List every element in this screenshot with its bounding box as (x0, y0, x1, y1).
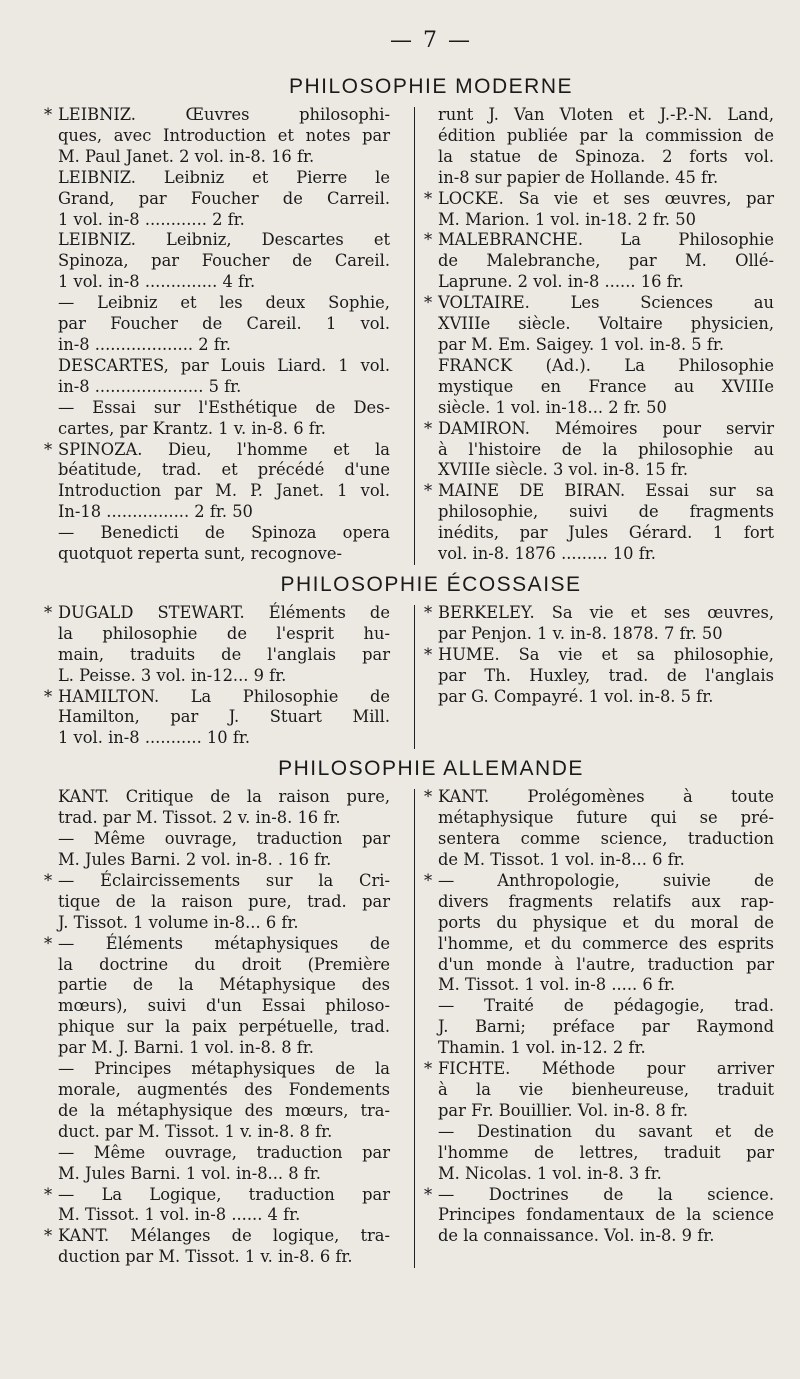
entry-text: la statue de Spinoza. 2 forts vol. (438, 146, 774, 166)
entry-line (438, 460, 774, 481)
entry-text: — Doctrines de la science. (438, 1184, 774, 1204)
entry-text: quotquot reperta sunt, recognove- (58, 544, 342, 564)
entry-line (58, 787, 390, 808)
entry-line (424, 230, 774, 251)
entry-line (58, 1164, 390, 1185)
entry-text: — Leibniz et les deux Sophie, (58, 293, 390, 313)
entry-line (58, 210, 390, 231)
entry-line (58, 645, 390, 666)
entry-text: métaphysique future qui se pré- (438, 808, 774, 828)
entry-line (424, 293, 774, 314)
entry-line (438, 1164, 774, 1185)
entry-text: M. Nicolas. 1 vol. in-8. 3 fr. (438, 1163, 662, 1183)
entry-text: — La Logique, traduction par (58, 1184, 390, 1204)
entry-line (58, 293, 390, 314)
entry-text: ques, avec Introduction et notes par (58, 125, 390, 145)
entry-line (58, 377, 390, 398)
entry-line (58, 728, 390, 749)
entry-text: partie de la Métaphysique des (58, 975, 390, 995)
entry-text: duction par M. Tissot. 1 v. in-8. 6 fr. (58, 1247, 353, 1267)
entry-line (44, 686, 390, 708)
entry-line (424, 787, 774, 808)
asterisk-marker: * (44, 602, 53, 622)
entry-text: M. Paul Janet. 2 vol. in-8. 16 fr. (58, 146, 315, 166)
entry-line (58, 1059, 390, 1080)
entry-line (438, 544, 774, 565)
entry-line (58, 523, 390, 544)
entry-line (438, 913, 774, 934)
catalog-entry (58, 1059, 390, 1143)
entry-text: par M. Em. Saigey. 1 vol. in-8. 5 fr. (438, 334, 725, 354)
catalog-entry (424, 1184, 774, 1248)
entry-text: de la connaissance. Vol. in-8. 9 fr. (438, 1226, 715, 1246)
entry-line (438, 335, 774, 356)
entry-line (438, 251, 774, 272)
right-column (424, 787, 774, 1268)
entry-line (58, 892, 390, 913)
column-divider (414, 789, 415, 1268)
catalog-entry (44, 933, 390, 1059)
entry-text: l'homme de lettres, traduit par (438, 1142, 774, 1162)
entry-line (438, 1122, 774, 1143)
entry-line (58, 356, 390, 377)
catalog-entry (44, 439, 390, 524)
entry-text: — Traité de pédagogie, trad. (438, 996, 774, 1016)
entry-text: M. Marion. 1 vol. in-18. 2 fr. 50 (438, 209, 697, 229)
asterisk-marker: * (44, 933, 53, 953)
catalog-entry (58, 523, 390, 565)
entry-text: MALEBRANCHE. La Philosophie (438, 230, 774, 250)
section-title: PHILOSOPHIE MODERNE (288, 75, 574, 98)
entry-text: M. Jules Barni. 2 vol. in-8. . 16 fr. (58, 850, 332, 869)
catalog-entry (44, 1226, 390, 1268)
entry-line (58, 398, 390, 419)
entry-line (438, 666, 774, 687)
catalog-entry (58, 230, 390, 293)
entry-text: édition publiée par la commission de (438, 125, 774, 145)
entry-text: — Benedicti de Spinoza opera (58, 523, 390, 543)
entry-text: MAINE DE BIRAN. Essai sur sa (438, 481, 774, 501)
entry-line (58, 1122, 390, 1143)
entry-line (58, 419, 390, 440)
asterisk-marker: * (424, 602, 433, 622)
entry-text: la philosophie de l'esprit hu- (58, 623, 390, 643)
entry-line (438, 850, 774, 871)
asterisk-marker: * (424, 1184, 433, 1204)
entry-text: mœurs), suivi d'un Essai philoso- (58, 996, 390, 1016)
entry-line (424, 602, 774, 624)
entry-line (424, 644, 774, 666)
entry-text: BERKELEY. Sa vie et ses œuvres, (438, 602, 774, 622)
entry-text: 1 vol. in-8 ........... 10 fr. (58, 728, 251, 748)
entry-text: — Même ouvrage, traduction par (58, 829, 390, 849)
entry-line (438, 624, 774, 645)
entry-line (424, 418, 774, 440)
entry-line (424, 1059, 774, 1080)
entry-line (424, 188, 774, 210)
entry-text: main, traduits de l'anglais par (58, 644, 390, 664)
entry-text: Introduction par M. P. Janet. 1 vol. (58, 481, 390, 501)
catalog-entry (58, 168, 390, 231)
entry-text: par Penjon. 1 v. in-8. 1878. 7 fr. 50 (438, 623, 723, 643)
entry-text: à l'histoire de la philosophie au (438, 439, 774, 459)
entry-line (58, 251, 390, 272)
catalog-entry (44, 602, 390, 687)
catalog-entry (424, 870, 774, 996)
entry-text: — Essai sur l'Esthétique de Des- (58, 397, 390, 417)
entry-text: Hamilton, par J. Stuart Mill. (58, 707, 390, 727)
entry-text: 1 vol. in-8 ............ 2 fr. (58, 209, 245, 229)
entry-line (438, 168, 774, 189)
entry-text: philosophie, suivi de fragments (438, 502, 774, 522)
section-title: PHILOSOPHIE ÉCOSSAISE (280, 572, 582, 596)
entry-line (438, 687, 774, 708)
entry-text: cartes, par Krantz. 1 v. in-8. 6 fr. (58, 418, 326, 438)
entry-text: siècle. 1 vol. in-18... 2 fr. 50 (438, 397, 667, 417)
entry-line (58, 1205, 390, 1226)
entry-text: runt J. Van Vloten et J.-P.-N. Land, (438, 105, 774, 124)
asterisk-marker: * (424, 188, 433, 208)
entry-text: 1 vol. in-8 .............. 4 fr. (58, 272, 256, 292)
asterisk-marker: * (44, 686, 53, 706)
entry-line (58, 850, 390, 871)
catalog-entry (438, 105, 774, 189)
entry-text: par M. J. Barni. 1 vol. in-8. 8 fr. (58, 1038, 314, 1058)
entry-text: in-8 ................... 2 fr. (58, 334, 231, 354)
entry-line (438, 996, 774, 1017)
entry-line (438, 502, 774, 523)
catalog-entry (44, 105, 390, 168)
entry-line (44, 870, 390, 892)
entry-text: — Éclaircissements sur la Cri- (58, 870, 390, 890)
catalog-entry (424, 787, 774, 871)
entry-line (438, 147, 774, 168)
sections-container (44, 75, 774, 1268)
entry-text: LOCKE. Sa vie et ses œuvres, par (438, 188, 774, 208)
entry-line (438, 1143, 774, 1164)
right-column (424, 602, 774, 749)
two-column-listing (44, 787, 774, 1268)
entry-line (438, 314, 774, 335)
catalog-entry (58, 787, 390, 829)
asterisk-marker: * (424, 870, 433, 890)
catalog-entry (44, 1184, 390, 1227)
entry-line (438, 356, 774, 377)
entry-line (58, 913, 390, 934)
entry-text: J. Barni; préface par Raymond (438, 1017, 774, 1037)
entry-line (58, 1101, 390, 1122)
entry-text: FICHTE. Méthode pour arriver (438, 1059, 774, 1079)
entry-text: de Malebranche, par M. Ollé- (438, 251, 774, 271)
entry-line (58, 707, 390, 728)
entry-text: Spinoza, par Foucher de Careil. (58, 251, 390, 271)
entry-text: KANT. Prolégomènes à toute (438, 787, 774, 807)
catalog-entry (44, 870, 390, 934)
catalog-entry (58, 829, 390, 871)
entry-line (438, 126, 774, 147)
entry-text: divers fragments relatifs aux rap- (438, 891, 774, 911)
entry-line (438, 377, 774, 398)
entry-text: L. Peisse. 3 vol. in-12... 9 fr. (58, 665, 287, 685)
catalog-entry (424, 1059, 774, 1122)
entry-text: la doctrine du droit (Première (58, 954, 390, 974)
entry-line (58, 666, 390, 687)
entry-line (58, 502, 390, 523)
entry-line (58, 272, 390, 293)
entry-text: — Principes métaphysiques de la (58, 1059, 390, 1079)
entry-line (438, 892, 774, 913)
entry-text: sentera comme science, traduction (438, 829, 774, 849)
entry-text: de M. Tissot. 1 vol. in-8... 6 fr. (438, 850, 685, 869)
catalog-entry (438, 996, 774, 1059)
entry-line (58, 314, 390, 335)
entry-text: duct. par M. Tissot. 1 v. in-8. 8 fr. (58, 1121, 333, 1141)
entry-text: trad. par M. Tissot. 2 v. in-8. 16 fr. (58, 808, 341, 828)
entry-line (438, 934, 774, 955)
right-column (424, 105, 774, 565)
entry-text: LEIBNIZ. Leibniz, Descartes et (58, 230, 390, 250)
entry-line (438, 398, 774, 419)
entry-text: Grand, par Foucher de Carreil. (58, 188, 390, 208)
entry-text: morale, augmentés des Fondements (58, 1079, 390, 1099)
entry-text: KANT. Critique de la raison pure, (58, 787, 390, 807)
entry-text: Thamin. 1 vol. in-12. 2 fr. (438, 1038, 646, 1058)
entry-line (58, 544, 390, 565)
catalog-entry (424, 418, 774, 482)
catalog-entry (58, 356, 390, 398)
entry-line (438, 1101, 774, 1122)
catalog-entry (424, 481, 774, 565)
entry-line (58, 1017, 390, 1038)
entry-text: FRANCK (Ad.). La Philosophie (438, 355, 774, 375)
entry-text: VOLTAIRE. Les Sciences au (438, 293, 774, 313)
entry-line (438, 105, 774, 126)
entry-line (438, 523, 774, 544)
entry-line (424, 1184, 774, 1206)
left-column (44, 105, 390, 565)
two-column-listing (44, 602, 774, 749)
left-column (44, 787, 390, 1268)
catalog-entry (424, 230, 774, 293)
entry-text: vol. in-8. 1876 ......... 10 fr. (438, 544, 656, 564)
left-column (44, 602, 390, 749)
entry-line (58, 189, 390, 210)
entry-line (44, 439, 390, 461)
catalog-entry (424, 188, 774, 231)
entry-line (58, 168, 390, 189)
entry-text: M. Tissot. 1 vol. in-8 ...... 4 fr. (58, 1205, 301, 1225)
entry-text: LEIBNIZ. Œuvres philosophi- (58, 105, 390, 124)
entry-text: — Destination du savant et de (438, 1121, 774, 1141)
entry-text: phique sur la paix perpétuelle, trad. (58, 1017, 390, 1037)
section-title: PHILOSOPHIE ALLEMANDE (278, 757, 584, 781)
entry-line (438, 829, 774, 850)
entry-line (58, 955, 390, 976)
entry-line (438, 1205, 774, 1226)
entry-line (44, 1226, 390, 1247)
entry-text: par G. Compayré. 1 vol. in-8. 5 fr. (438, 686, 714, 706)
entry-line (438, 440, 774, 461)
asterisk-marker: * (44, 1226, 53, 1246)
asterisk-marker: * (424, 644, 433, 664)
entry-text: DUGALD STEWART. Éléments de (58, 602, 390, 622)
entry-line (44, 933, 390, 955)
entry-text: XVIIIe siècle. Voltaire physicien, (438, 314, 774, 334)
catalog-entry (44, 686, 390, 750)
entry-line (44, 105, 390, 126)
entry-line (438, 1080, 774, 1101)
column-divider (414, 605, 415, 749)
catalog-entry (438, 1122, 774, 1185)
entry-line (58, 1143, 390, 1164)
entry-text: M. Tissot. 1 vol. in-8 ..... 6 fr. (438, 975, 676, 995)
entry-text: béatitude, trad. et précédé d'une (58, 460, 390, 480)
entry-line (58, 335, 390, 356)
asterisk-marker: * (424, 1059, 433, 1079)
entry-text: par Th. Huxley, trad. de l'anglais (438, 665, 774, 685)
entry-line (58, 147, 390, 168)
asterisk-marker: * (44, 1184, 53, 1204)
entry-text: à la vie bienheureuse, traduit (438, 1079, 774, 1099)
entry-line (58, 975, 390, 996)
catalog-entry (424, 602, 774, 645)
entry-text: HUME. Sa vie et sa philosophie, (438, 644, 774, 664)
entry-text: ports du physique et du moral de (438, 912, 774, 932)
entry-text: DESCARTES, par Louis Liard. 1 vol. (58, 355, 390, 375)
catalog-entry (438, 356, 774, 419)
catalog-entry (424, 644, 774, 708)
entry-text: HAMILTON. La Philosophie de (58, 686, 390, 706)
entry-text: par Foucher de Careil. 1 vol. (58, 314, 390, 334)
entry-line (58, 996, 390, 1017)
entry-text: M. Jules Barni. 1 vol. in-8... 8 fr. (58, 1163, 321, 1183)
entry-text: in-8 sur papier de Hollande. 45 fr. (438, 167, 719, 187)
catalog-entry (58, 293, 390, 356)
asterisk-marker: * (44, 105, 53, 124)
entry-line (58, 1038, 390, 1059)
entry-line (424, 481, 774, 502)
entry-line (58, 126, 390, 147)
entry-line (58, 230, 390, 251)
entry-text: LEIBNIZ. Leibniz et Pierre le (58, 167, 390, 187)
entry-line (58, 460, 390, 481)
entry-text: in-8 ..................... 5 fr. (58, 376, 242, 396)
entry-line (438, 210, 774, 231)
entry-line (44, 1184, 390, 1206)
entry-text: In-18 ................ 2 fr. 50 (58, 502, 253, 522)
entry-line (58, 829, 390, 850)
entry-text: XVIIIe siècle. 3 vol. in-8. 15 fr. (438, 460, 689, 480)
entry-text: Principes fondamentaux de la science (438, 1205, 774, 1225)
catalog-entry (424, 293, 774, 356)
asterisk-marker: * (424, 787, 433, 807)
entry-line (438, 955, 774, 976)
entry-line (44, 602, 390, 624)
asterisk-marker: * (44, 439, 53, 459)
entry-line (438, 1017, 774, 1038)
asterisk-marker: * (424, 418, 433, 438)
entry-line (58, 808, 390, 829)
entry-line (438, 1038, 774, 1059)
entry-text: SPINOZA. Dieu, l'homme et la (58, 439, 390, 459)
entry-text: tique de la raison pure, trad. par (58, 891, 390, 911)
asterisk-marker: * (424, 293, 433, 313)
entry-line (424, 870, 774, 892)
entry-text: d'un monde à l'autre, traduction par (438, 954, 774, 974)
entry-line (58, 1247, 390, 1268)
entry-text: mystique en France au XVIIIe (438, 376, 774, 396)
asterisk-marker: * (44, 870, 53, 890)
catalog-entry (58, 398, 390, 440)
entry-text: — Même ouvrage, traduction par (58, 1142, 390, 1162)
column-divider (414, 107, 415, 565)
asterisk-marker: * (424, 230, 433, 250)
entry-text: Laprune. 2 vol. in-8 ...... 16 fr. (438, 272, 684, 292)
entry-text: J. Tissot. 1 volume in-8... 6 fr. (58, 912, 299, 932)
catalog-entry (58, 1143, 390, 1185)
entry-line (438, 808, 774, 829)
entry-text: par Fr. Bouillier. Vol. in-8. 8 fr. (438, 1100, 689, 1120)
entry-line (58, 1080, 390, 1101)
entry-text: inédits, par Jules Gérard. 1 fort (438, 523, 774, 543)
entry-text: — Éléments métaphysiques de (58, 933, 390, 953)
entry-line (438, 975, 774, 996)
entry-text: — Anthropologie, suivie de (438, 870, 774, 890)
entry-text: DAMIRON. Mémoires pour servir (438, 418, 774, 438)
asterisk-marker: * (424, 481, 433, 501)
entry-line (58, 624, 390, 645)
entry-text: de la métaphysique des mœurs, tra- (58, 1100, 390, 1120)
two-column-listing (44, 105, 774, 565)
entry-line (438, 1226, 774, 1247)
entry-text: KANT. Mélanges de logique, tra- (58, 1226, 390, 1246)
entry-line (438, 272, 774, 293)
page-number: — 7 — (390, 28, 472, 53)
entry-line (58, 481, 390, 502)
entry-text: l'homme, et du commerce des esprits (438, 933, 774, 953)
